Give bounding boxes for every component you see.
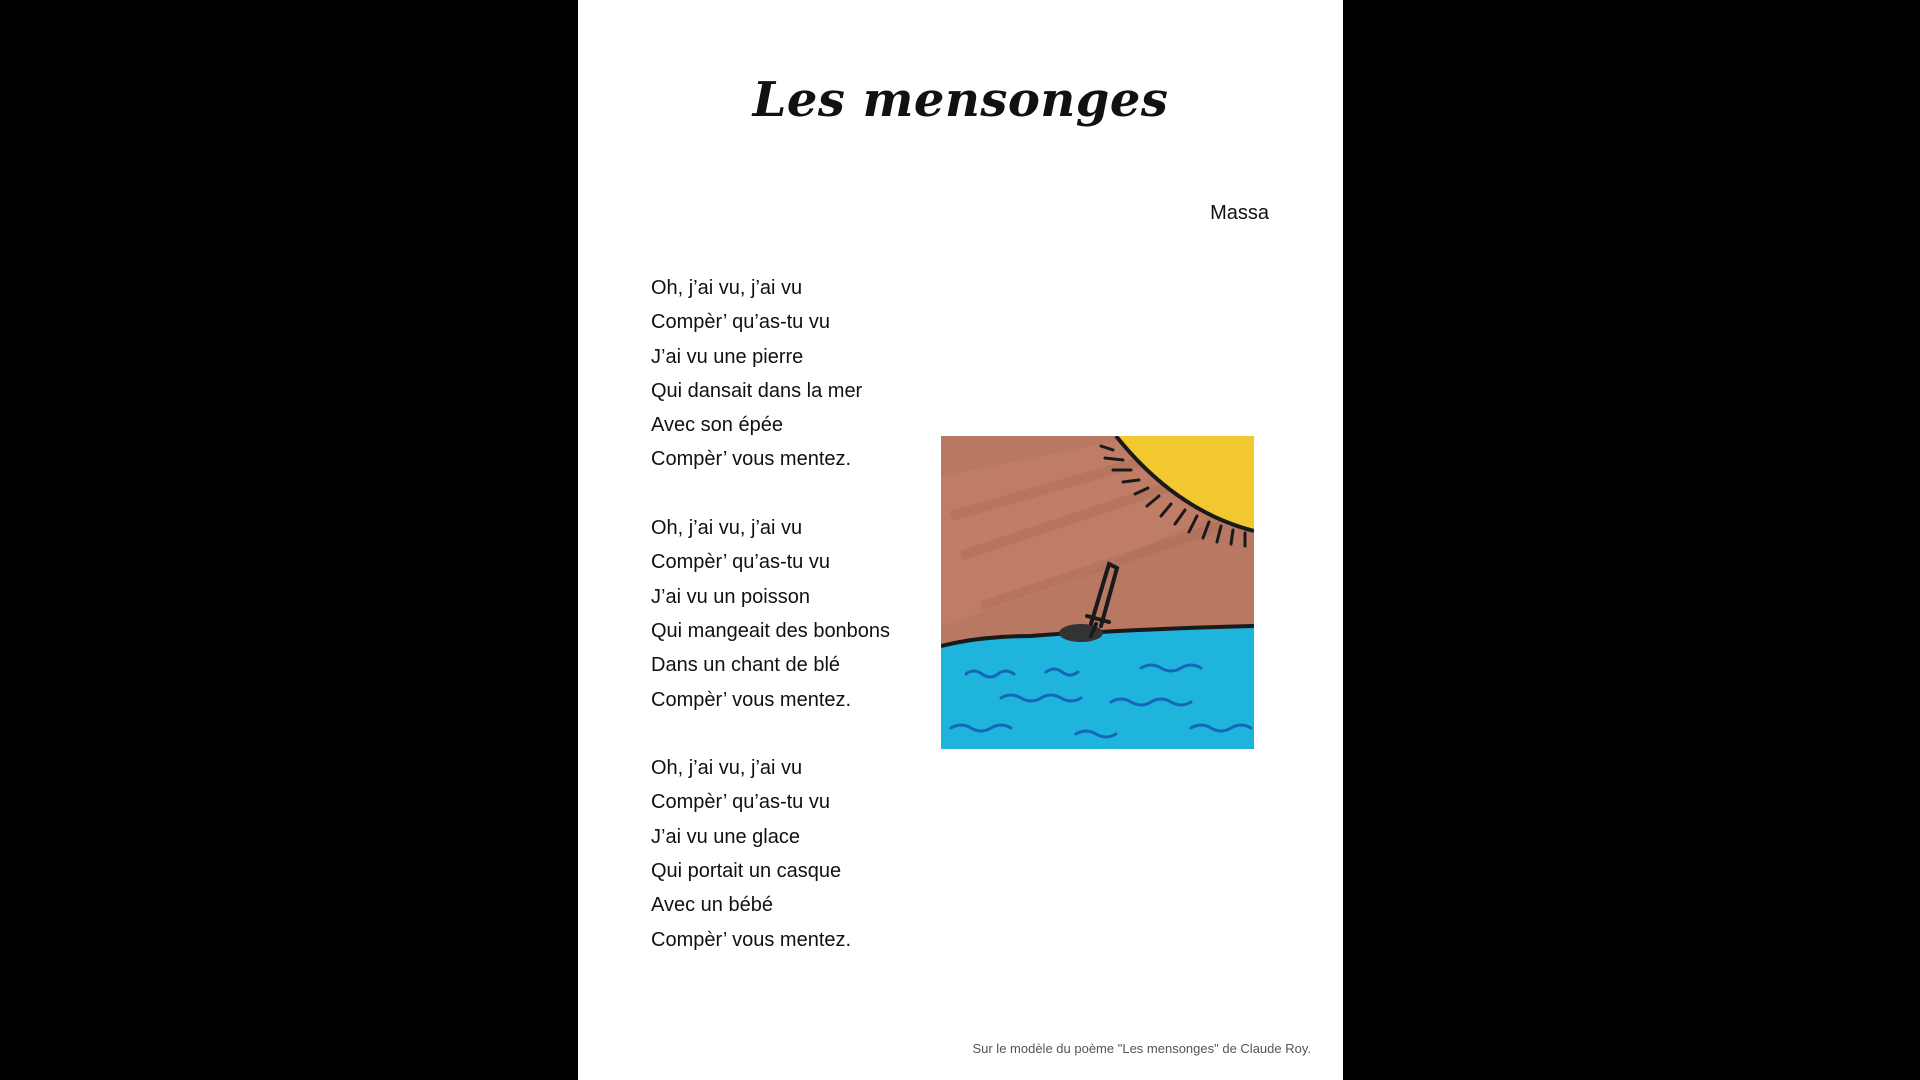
- source-footnote: Sur le modèle du poème "Les mensonges" de Claude Roy.: [972, 1041, 1311, 1056]
- poem-body: [651, 271, 890, 991]
- poem-line: Avec un bébé: [651, 894, 773, 917]
- stanza-3: [651, 751, 890, 957]
- poem-line: Qui dansait dans la mer: [651, 379, 863, 402]
- poem-line: Compèr’ vous mentez.: [651, 448, 852, 471]
- poem-author: Massa: [1210, 202, 1269, 224]
- poem-line: J’ai vu une pierre: [651, 345, 804, 368]
- poem-line: Qui mangeait des bonbons: [651, 619, 891, 642]
- poem-line: Compèr’ vous mentez.: [651, 928, 852, 951]
- poem-line: Compèr’ qu’as-tu vu: [651, 311, 830, 334]
- poem-line: Avec son épée: [651, 414, 783, 437]
- poem-line: J’ai vu une glace: [651, 825, 800, 848]
- poem-line: J’ai vu un poisson: [651, 585, 810, 608]
- poem-line: Compèr’ vous mentez.: [651, 688, 852, 711]
- poem-line: Oh, j’ai vu, j’ai vu: [651, 277, 803, 299]
- poem-line: Qui portait un casque: [651, 860, 842, 883]
- poem-title: Les mensonges: [752, 72, 1169, 128]
- poem-line: Oh, j’ai vu, j’ai vu: [651, 757, 803, 780]
- poem-line: Oh, j’ai vu, j’ai vu: [651, 517, 803, 540]
- page: [578, 0, 1343, 1080]
- stanza-1: [651, 271, 890, 477]
- stanza-2: [651, 511, 890, 717]
- poem-line: Compèr’ qu’as-tu vu: [651, 791, 830, 814]
- child-drawing-illustration: [941, 436, 1254, 749]
- poem-line: Compèr’ qu’as-tu vu: [651, 551, 830, 574]
- poem-line: Dans un chant de blé: [651, 654, 841, 677]
